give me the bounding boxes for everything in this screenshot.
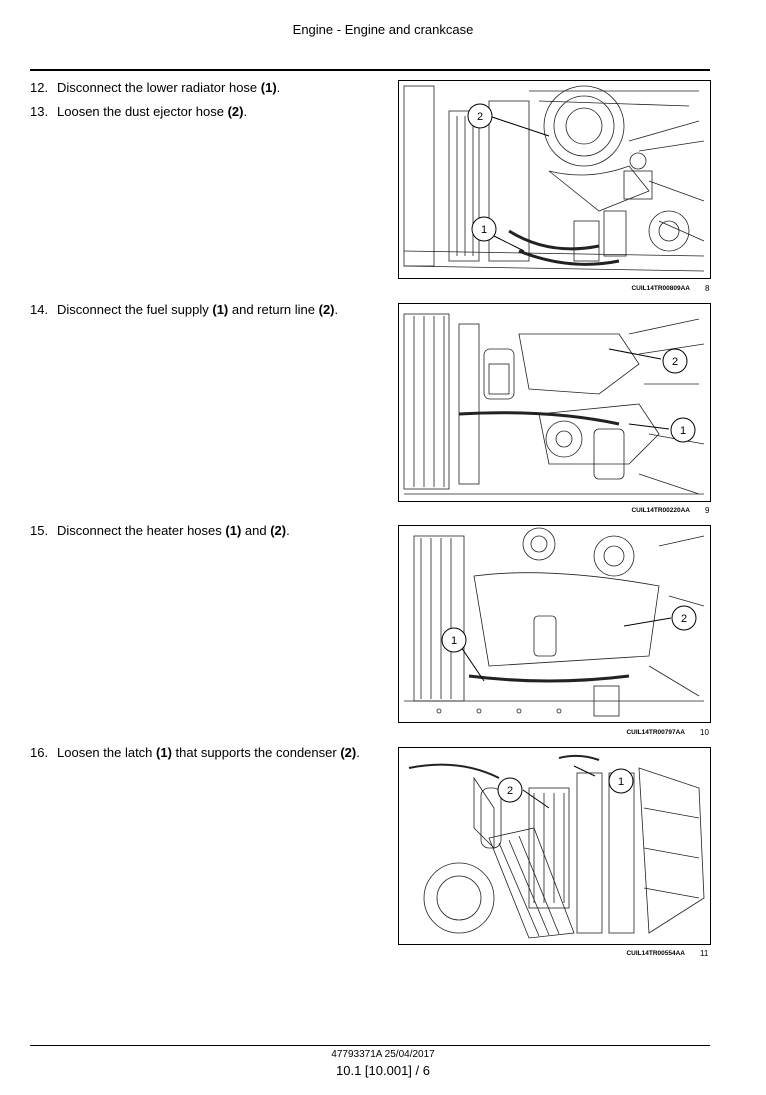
step-14: 14. Disconnect the fuel supply (1) and return line (2).: [30, 302, 339, 317]
header-rule: [30, 69, 710, 71]
page-header: Engine - Engine and crankcase: [292, 22, 474, 37]
figure-11-callout-2: 2: [506, 785, 514, 797]
figure-10-illustration: [398, 525, 711, 723]
figure-9-callout-2: 2: [671, 356, 679, 368]
figure-9-number: 9: [705, 506, 710, 515]
figure-10-callout-2: 2: [680, 613, 688, 625]
figure-8-callout-1: 1: [480, 224, 488, 236]
page-number: 10.1 [10.001] / 6: [336, 1063, 430, 1078]
figure-10-callout-1: 1: [450, 635, 458, 647]
step-12: 12. Disconnect the lower radiator hose (1).: [30, 80, 281, 95]
figure-11-code: CUIL14TR00554AA: [626, 950, 685, 957]
figure-9-code: CUIL14TR00220AA: [631, 507, 690, 514]
figure-8-number: 8: [705, 284, 710, 293]
figure-8-code: CUIL14TR00809AA: [631, 285, 690, 292]
figure-9-callout-1: 1: [679, 425, 687, 437]
doc-reference: 47793371A 25/04/2017: [331, 1049, 435, 1060]
step-15: 15. Disconnect the heater hoses (1) and (2).: [30, 523, 290, 538]
figure-11-illustration: [398, 747, 711, 945]
step-13: 13. Loosen the dust ejector hose (2).: [30, 104, 248, 119]
figure-8-illustration: [398, 80, 711, 279]
figure-8-callout-2: 2: [476, 111, 484, 123]
figure-11-number: 11: [700, 949, 709, 958]
figure-11-callout-1: 1: [617, 776, 625, 788]
figure-10-code: CUIL14TR00797AA: [626, 729, 685, 736]
step-16: 16. Loosen the latch (1) that supports the condenser (2).: [30, 745, 360, 760]
footer-rule: [30, 1045, 710, 1046]
figure-9-illustration: [398, 303, 711, 502]
figure-10-number: 10: [700, 728, 709, 737]
